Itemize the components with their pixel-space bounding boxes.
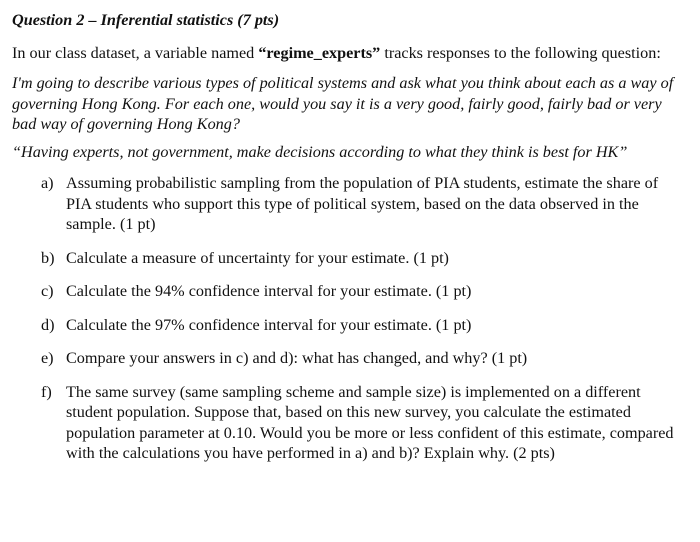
sub-question-text: Calculate the 94% confidence interval for your estimate. (1 pt) bbox=[66, 282, 472, 300]
survey-item-quote: “Having experts, not government, make decisions according to what they think is best for HK” bbox=[12, 142, 628, 161]
variable-name: “regime_experts” bbox=[258, 43, 381, 62]
sub-question-label: b) bbox=[41, 248, 55, 267]
sub-question-text: The same survey (same sampling scheme and sample size) is implemented on a different student population. Suppose that, based on this new survey, you calculate the estimated population parameter at 0.10. Would you be more or less confident of this estimate, compared with the calculations you have performed in a) and b)? Explain why. (2 pts) bbox=[66, 382, 674, 462]
sub-question-text: Assuming probabilistic sampling from the population of PIA students, estimate the share of PIA students who support this type of political system, based on the data observed in the sample. (1 pt) bbox=[66, 174, 659, 233]
sub-question-a bbox=[41, 173, 686, 235]
sub-question-label: f) bbox=[41, 382, 52, 401]
sub-question-c bbox=[41, 281, 686, 302]
survey-question-text: I'm going to describe various types of political systems and ask what you think about each as a way of governing Hong Kong. For each one, would you say it is a very good, fairly good, fairly bad or very bad way of governing Hong Kong? bbox=[12, 74, 674, 133]
sub-question-text: Calculate a measure of uncertainty for your estimate. (1 pt) bbox=[66, 248, 449, 267]
sub-question-text: Calculate the 97% confidence interval for your estimate. (1 pt) bbox=[66, 315, 472, 334]
sub-question-label: c) bbox=[41, 282, 54, 300]
sub-question-e bbox=[41, 348, 686, 369]
sub-question-list bbox=[12, 173, 686, 464]
sub-question-label: e) bbox=[41, 349, 54, 367]
intro-paragraph bbox=[12, 43, 686, 64]
sub-question-text: Compare your answers in c) and d): what has changed, and why? (1 pt) bbox=[66, 349, 528, 367]
sub-question-label: d) bbox=[41, 315, 55, 334]
question-title: Question 2 – Inferential statistics (7 pts) bbox=[12, 11, 280, 29]
intro-text-after: tracks responses to the following question: bbox=[380, 43, 661, 62]
sub-question-label: a) bbox=[41, 174, 54, 192]
sub-question-d bbox=[41, 315, 686, 336]
sub-question-f bbox=[41, 382, 686, 464]
intro-text-before: In our class dataset, a variable named bbox=[12, 43, 259, 62]
sub-question-b bbox=[41, 248, 686, 269]
